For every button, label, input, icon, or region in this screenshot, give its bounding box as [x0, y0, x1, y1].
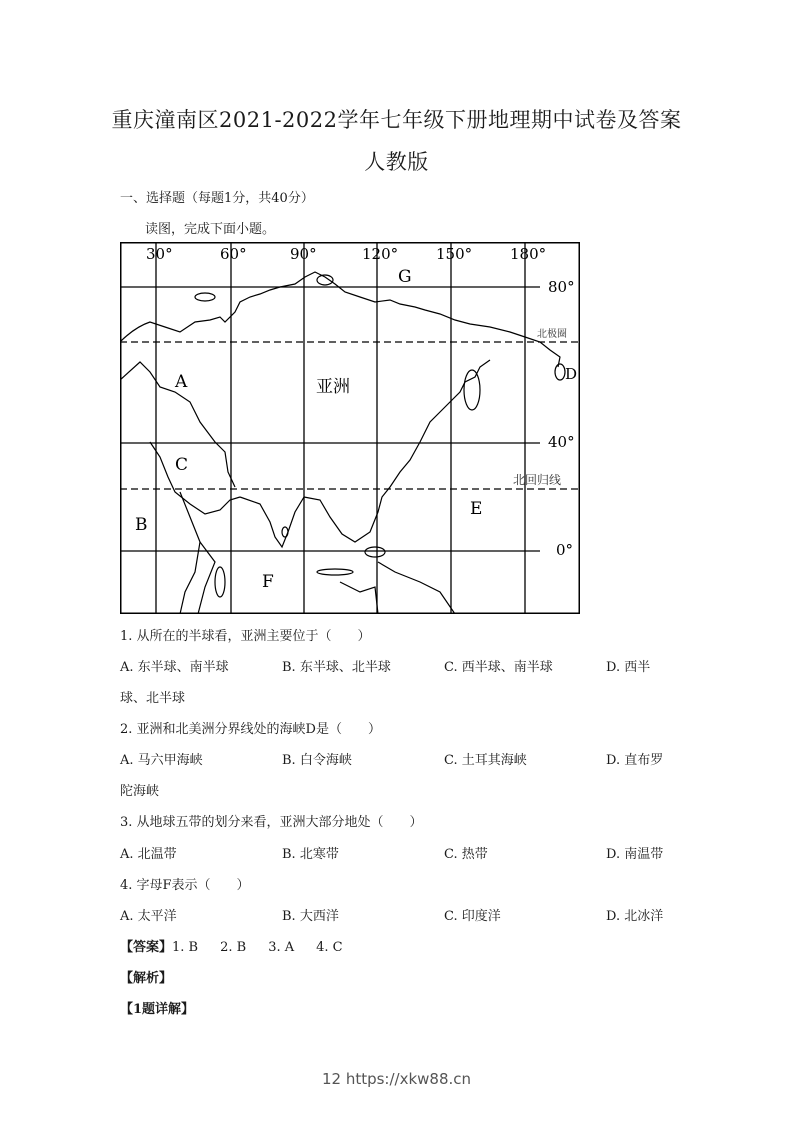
label-D: D [565, 365, 578, 383]
label-B: B [135, 515, 148, 535]
question-2-option-b[interactable]: B. 白令海峡 [282, 753, 352, 768]
label-E: E [470, 499, 483, 519]
question-1-option-b[interactable]: B. 东半球、北半球 [282, 660, 391, 675]
question-4-option-d[interactable]: D. 北冰洋 [606, 909, 664, 924]
answer-row [120, 936, 343, 955]
document-title: 重庆潼南区2021-2022学年七年级下册地理期中试卷及答案 [111, 108, 682, 132]
question-3-option-a[interactable]: A. 北温带 [120, 847, 177, 862]
label-F: F [262, 572, 274, 592]
question-2-option-d-continuation: 陀海峡 [120, 784, 160, 799]
lon-label-90: 90° [290, 245, 317, 263]
answer-label: 【答案】 [120, 940, 173, 955]
answer-item-3: 3. A [268, 940, 295, 955]
question-1-option-d[interactable]: D. 西半 [606, 660, 651, 675]
lat-label-80: 80° [548, 278, 575, 296]
page-footer[interactable]: 12 https://xkw88.cn [321, 1070, 472, 1088]
lon-label-180: 180° [510, 245, 547, 263]
label-G: G [398, 267, 412, 287]
question-3-stem: 3. 从地球五带的划分来看，亚洲大部分地处（ ） [120, 815, 423, 830]
question-3-option-b[interactable]: B. 北寒带 [282, 847, 339, 862]
question-2-option-d[interactable]: D. 直布罗 [606, 753, 664, 768]
question-1-stem: 1. 从所在的半球看，亚洲主要位于（ ） [120, 629, 371, 644]
label-arctic-circle: 北极圈 [537, 329, 567, 340]
lon-label-30: 30° [146, 245, 173, 263]
document-subtitle: 人教版 [364, 150, 429, 174]
question-2-option-a[interactable]: A. 马六甲海峡 [120, 753, 203, 768]
question-1-option-c[interactable]: C. 西半球、南半球 [444, 660, 553, 675]
answer-item-4: 4. C [316, 940, 343, 955]
question-1-option-a[interactable]: A. 东半球、南半球 [120, 660, 229, 675]
question-2-stem: 2. 亚洲和北美洲分界线处的海峡D是（ ） [120, 722, 381, 737]
label-tropic-of-cancer: 北回归线 [513, 473, 562, 487]
question-3-option-c[interactable]: C. 热带 [444, 847, 488, 862]
question-3-option-d[interactable]: D. 南温带 [606, 847, 664, 862]
lon-label-120: 120° [362, 245, 399, 263]
lon-label-60: 60° [220, 245, 247, 263]
label-C: C [175, 455, 189, 475]
question-4-option-c[interactable]: C. 印度洋 [444, 909, 501, 924]
question-1-option-d-continuation: 球、北半球 [120, 691, 186, 706]
analysis-label: 【解析】 [120, 971, 173, 986]
question-4-stem: 4. 字母F表示（ ） [120, 878, 250, 893]
question-1-detail-label: 【1题详解】 [120, 1002, 195, 1017]
question-4-option-b[interactable]: B. 大西洋 [282, 909, 339, 924]
lat-label-0: 0° [556, 541, 574, 559]
question-4-option-a[interactable]: A. 太平洋 [120, 909, 177, 924]
map-svg [120, 242, 580, 614]
answer-item-2: 2. B [220, 940, 247, 955]
section-heading: 一、选择题（每题1分，共40分） [120, 191, 314, 206]
label-asia: 亚洲 [316, 377, 350, 397]
asia-map-figure [120, 242, 580, 614]
lon-label-150: 150° [436, 245, 473, 263]
instruction-text: 读图，完成下面小题。 [145, 222, 276, 237]
lat-label-40: 40° [548, 433, 575, 451]
answer-item-1: 1. B [172, 940, 199, 955]
label-A: A [175, 372, 188, 392]
question-2-option-c[interactable]: C. 土耳其海峡 [444, 753, 527, 768]
